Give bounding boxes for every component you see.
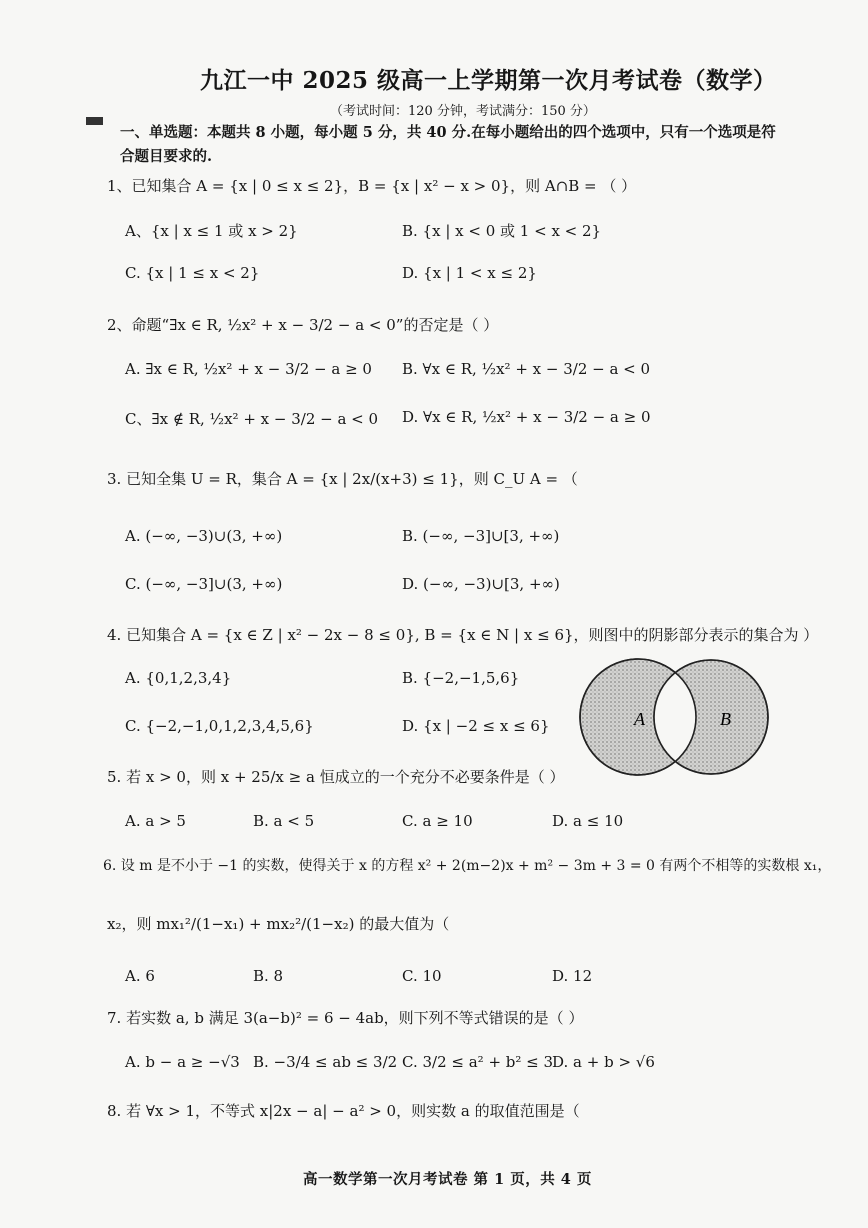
q5-option-a: A. a > 5 <box>125 812 186 830</box>
venn-label-a: A <box>634 709 645 729</box>
exam-subtitle: （考试时间：120 分钟，考试满分：150 分） <box>330 104 596 119</box>
question-3-stem: 3. 已知全集 U = R，集合 A = {x | 2x/(x+3) ≤ 1}，则 C_U A = （ <box>107 470 578 488</box>
q2-option-b: B. ∀x ∈ R, ½x² + x − 3/2 − a < 0 <box>402 360 651 378</box>
question-1-stem: 1、已知集合 A = {x | 0 ≤ x ≤ 2}，B = {x | x² − x > 0}，则 A∩B = （ ） <box>107 177 637 195</box>
q7-option-c: C. 3/2 ≤ a² + b² ≤ 3 <box>402 1053 554 1071</box>
q1-option-b: B. {x | x < 0 或 1 < x < 2} <box>402 222 602 240</box>
q6-option-b: B. 8 <box>253 967 284 985</box>
q1-option-c: C. {x | 1 ≤ x < 2} <box>125 264 260 282</box>
q5-option-d: D. a ≤ 10 <box>552 812 624 830</box>
page-footer: 高一数学第一次月考试卷 第 1 页，共 4 页 <box>303 1171 592 1188</box>
q1-option-a: A、{x | x ≤ 1 或 x > 2} <box>125 222 298 240</box>
q6-option-c: C. 10 <box>402 967 442 985</box>
venn-diagram <box>578 657 778 781</box>
question-6-stem-cont: x₂，则 mx₁²/(1−x₁) + mx₂²/(1−x₂) 的最大值为（ <box>107 915 450 933</box>
question-4-stem: 4. 已知集合 A = {x ∈ Z | x² − 2x − 8 ≤ 0}, B = {x ∈ N | x ≤ 6}，则图中的阴影部分表示的集合为 ） <box>107 626 819 644</box>
q2-option-c: C、∃x ∉ R, ½x² + x − 3/2 − a < 0 <box>125 410 379 428</box>
q6-option-d: D. 12 <box>552 967 593 985</box>
q3-option-a: A. (−∞, −3)∪(3, +∞) <box>125 527 283 545</box>
q4-option-b: B. {−2,−1,5,6} <box>402 669 520 687</box>
q3-option-c: C. (−∞, −3]∪(3, +∞) <box>125 575 283 593</box>
q3-option-b: B. (−∞, −3]∪[3, +∞) <box>402 527 560 545</box>
q4-option-a: A. {0,1,2,3,4} <box>125 669 232 687</box>
q4-option-d: D. {x | −2 ≤ x ≤ 6} <box>402 717 550 735</box>
exam-title: 九江一中 2025 级高一上学期第一次月考试卷（数学） <box>200 67 777 94</box>
section-line-2: 合题目要求的. <box>120 148 213 165</box>
scan-mark <box>86 117 103 125</box>
q1-option-d: D. {x | 1 < x ≤ 2} <box>402 264 537 282</box>
question-7-stem: 7. 若实数 a, b 满足 3(a−b)² = 6 − 4ab，则下列不等式错误的是（ ） <box>107 1009 584 1027</box>
question-2-stem: 2、命题“∃x ∈ R, ½x² + x − 3/2 − a < 0”的否定是（ ） <box>107 316 499 334</box>
question-6-stem: 6. 设 m 是不小于 −1 的实数，使得关于 x 的方程 x² + 2(m−2)x + m² − 3m + 3 = 0 有两个不相等的实数根 x₁， <box>103 858 832 874</box>
q7-option-a: A. b − a ≥ −√3 <box>125 1053 240 1071</box>
q5-option-c: C. a ≥ 10 <box>402 812 473 830</box>
q6-option-a: A. 6 <box>125 967 155 985</box>
q3-option-d: D. (−∞, −3)∪[3, +∞) <box>402 575 560 593</box>
q7-option-d: D. a + b > √6 <box>552 1053 655 1071</box>
q5-option-b: B. a < 5 <box>253 812 315 830</box>
question-8-stem: 8. 若 ∀x > 1，不等式 x|2x − a| − a² > 0，则实数 a 的取值范围是（ <box>107 1102 580 1120</box>
venn-label-b: B <box>720 709 731 729</box>
q4-option-c: C. {−2,−1,0,1,2,3,4,5,6} <box>125 717 314 735</box>
section-header <box>120 121 776 169</box>
section-line-1: 一、单选题：本题共 8 小题，每小题 5 分，共 40 分.在每小题给出的四个选项中，只有一个选项是符 <box>120 124 776 141</box>
q2-option-a: A. ∃x ∈ R, ½x² + x − 3/2 − a ≥ 0 <box>125 360 372 378</box>
q7-option-b: B. −3/4 ≤ ab ≤ 3/2 <box>253 1053 398 1071</box>
question-5-stem: 5. 若 x > 0，则 x + 25/x ≥ a 恒成立的一个充分不必要条件是（ ） <box>107 768 565 786</box>
q2-option-d: D. ∀x ∈ R, ½x² + x − 3/2 − a ≥ 0 <box>402 408 651 426</box>
